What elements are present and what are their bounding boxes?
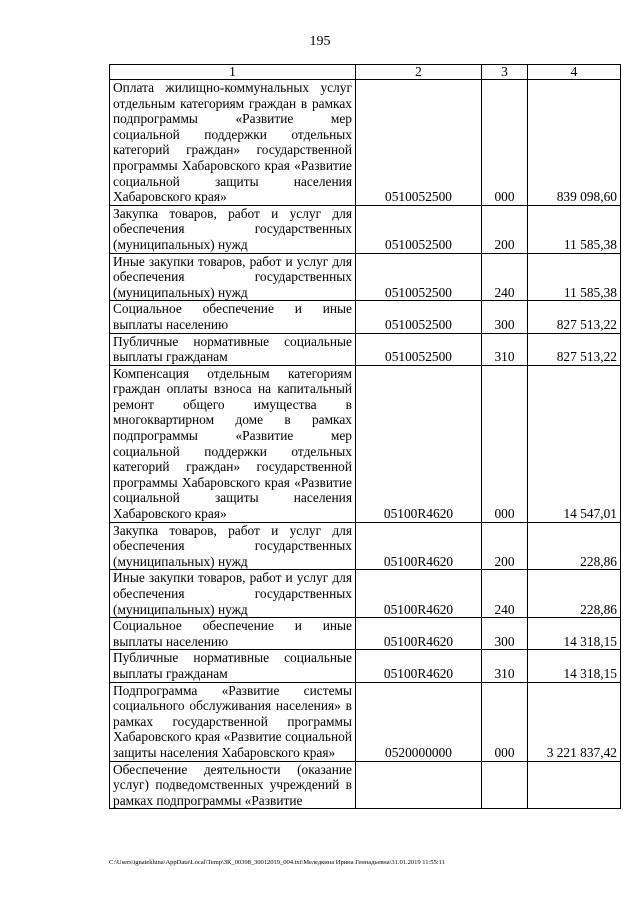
- table-row: [110, 333, 621, 365]
- table-row: [110, 253, 621, 301]
- budget-table: [109, 64, 621, 809]
- row-amount: 14 318,15: [528, 650, 621, 682]
- row-name: Компенсация отдельным категориям граждан оплаты взноса на капитальный ремонт общего имущества в многоквартирном доме в рамках подпрограммы «Развитие мер социальной поддержки отдельных категорий граждан» государственной программы Хабаровского края «Развитие социальной защиты населения Хабаровского края»: [110, 365, 356, 522]
- row-amount: 14 547,01: [528, 365, 621, 522]
- table-row: [110, 205, 621, 253]
- table-row: [110, 365, 621, 522]
- table-row: [110, 761, 621, 809]
- row-code: 0520000000: [356, 682, 482, 761]
- table-row: [110, 522, 621, 570]
- page-number: 195: [309, 34, 331, 49]
- row-name: Подпрограмма «Развитие системы социального обслуживания населения» в рамках государственной программы Хабаровского края «Развитие социальной защиты населения Хабаровского края»: [110, 682, 356, 761]
- row-amount: 11 585,38: [528, 205, 621, 253]
- row-amount: 827 513,22: [528, 301, 621, 333]
- row-amount: 839 098,60: [528, 80, 621, 206]
- row-type: 300: [482, 618, 528, 650]
- row-type: 000: [482, 80, 528, 206]
- table-row: [110, 80, 621, 206]
- row-code: 05100R4620: [356, 570, 482, 618]
- row-code: 0510052500: [356, 205, 482, 253]
- row-name: Закупка товаров, работ и услуг для обеспечения государственных (муниципальных) нужд: [110, 522, 356, 570]
- row-code: 05100R4620: [356, 522, 482, 570]
- row-type: 000: [482, 682, 528, 761]
- row-name: Социальное обеспечение и иные выплаты населению: [110, 301, 356, 333]
- row-code: 0510052500: [356, 301, 482, 333]
- row-name: Обеспечение деятельности (оказание услуг) подведомственных учреждений в рамках подпрограммы «Развитие: [110, 761, 356, 809]
- table-row: [110, 650, 621, 682]
- table-row: [110, 301, 621, 333]
- row-amount: 14 318,15: [528, 618, 621, 650]
- row-name: Социальное обеспечение и иные выплаты населению: [110, 618, 356, 650]
- file-path-footer: C:\Users\ignatekhina\AppData\Local\Temp\ЗК_00398_30012019_004.txt\Меледкина Ирина Геннадьевна\31.01.2019 11:55:11: [109, 859, 445, 866]
- row-type: 240: [482, 570, 528, 618]
- row-code: 05100R4620: [356, 365, 482, 522]
- column-header: 2: [356, 65, 482, 80]
- table-row: [110, 682, 621, 761]
- row-name: Оплата жилищно-коммунальных услуг отдельным категориям граждан в рамках подпрограммы «Развитие мер социальной поддержки отдельных категорий граждан» государственной программы Хабаровского края «Развитие социальной защиты населения Хабаровского края»: [110, 80, 356, 206]
- row-type: 200: [482, 522, 528, 570]
- column-header: 4: [528, 65, 621, 80]
- row-code: 05100R4620: [356, 618, 482, 650]
- row-code: 0510052500: [356, 80, 482, 206]
- row-code: 0510052500: [356, 333, 482, 365]
- table-row: [110, 618, 621, 650]
- row-name: Закупка товаров, работ и услуг для обеспечения государственных (муниципальных) нужд: [110, 205, 356, 253]
- row-amount: [528, 761, 621, 809]
- row-type: 310: [482, 650, 528, 682]
- row-name: Иные закупки товаров, работ и услуг для обеспечения государственных (муниципальных) нужд: [110, 253, 356, 301]
- row-amount: 228,86: [528, 570, 621, 618]
- row-name: Публичные нормативные социальные выплаты гражданам: [110, 650, 356, 682]
- row-code: [356, 761, 482, 809]
- row-type: 240: [482, 253, 528, 301]
- row-type: 310: [482, 333, 528, 365]
- row-type: [482, 761, 528, 809]
- row-amount: 827 513,22: [528, 333, 621, 365]
- row-type: 300: [482, 301, 528, 333]
- row-amount: 3 221 837,42: [528, 682, 621, 761]
- row-code: 0510052500: [356, 253, 482, 301]
- row-amount: 11 585,38: [528, 253, 621, 301]
- row-name: Иные закупки товаров, работ и услуг для обеспечения государственных (муниципальных) нужд: [110, 570, 356, 618]
- column-header: 3: [482, 65, 528, 80]
- row-type: 000: [482, 365, 528, 522]
- row-type: 200: [482, 205, 528, 253]
- column-header: 1: [110, 65, 356, 80]
- row-code: 05100R4620: [356, 650, 482, 682]
- table-header-row: [110, 65, 621, 80]
- row-amount: 228,86: [528, 522, 621, 570]
- table-row: [110, 570, 621, 618]
- row-name: Публичные нормативные социальные выплаты гражданам: [110, 333, 356, 365]
